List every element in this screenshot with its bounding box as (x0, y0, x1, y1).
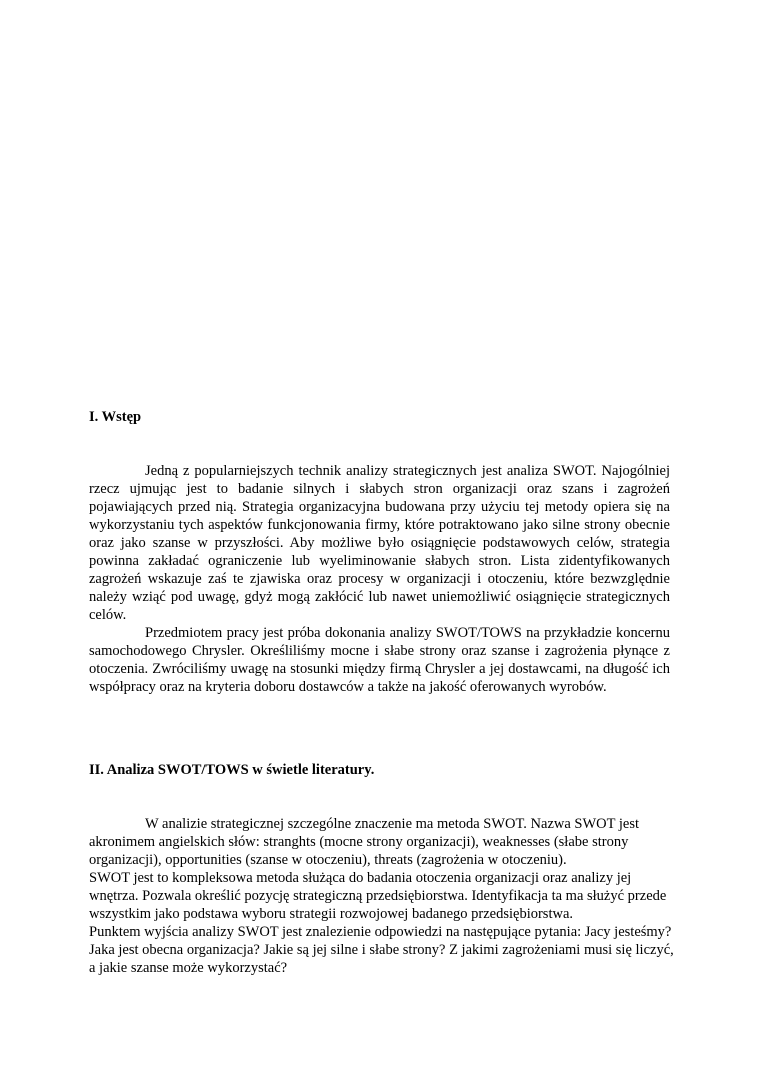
document-page (89, 0, 674, 1075)
paragraph: SWOT jest to kompleksowa metoda służąca do badania otoczenia organizacji oraz analizy jej wnętrza. Pozwala określić pozycję strategiczną przedsiębiorstwa. Identyfikacja ta ma służyć przede wszystkim jako podstawa wyboru strategii rozwojowej badanego przedsiębiorstwa. (89, 870, 667, 922)
paragraph: Jedną z popularniejszych technik analizy strategicznych jest analiza SWOT. Najogólniej rzecz ujmując jest to badanie silnych i słabych stron organizacji oraz szans i zagrożeń pojawiających przed nią. Strategia organizacyjna budowana przy użyciu tej metody opiera się na wykorzystaniu tych aspektów funkcjonowania firmy, które potraktowano jako silne strony obecnie oraz jako szanse w przyszłości. Aby możliwe było osiągnięcie podstawowych celów, strategia powinna zakładać ograniczenie lub wyeliminowanie słabych stron. Lista zidentyfikowanych zagrożeń wskazuje zaś te zjawiska oraz procesy w organizacji i otoczeniu, które bezwzględnie należy wziąć pod uwagę, gdyż mogą zakłócić lub nawet uniemożliwić osiągnięcie strategicznych celów. (89, 463, 670, 623)
section-heading-swot-literature: II. Analiza SWOT/TOWS w świetle literatury. (89, 762, 375, 778)
paragraph: Przedmiotem pracy jest próba dokonania analizy SWOT/TOWS na przykładzie koncernu samochodowego Chrysler. Określiliśmy mocne i słabe strony oraz szanse i zagrożenia płynące z otoczenia. Zwróciliśmy uwagę na stosunki między firmą Chrysler a jej dostawcami, na długość ich współpracy oraz na kryteria doboru dostawców a także na jakość oferowanych wyrobów. (89, 625, 670, 695)
paragraph: W analizie strategicznej szczególne znaczenie ma metoda SWOT. Nazwa SWOT jest akronimem angielskich słów: stranghts (mocne strony organizacji), weaknesses (słabe strony organizacji), opportunities (szanse w otoczeniu), threats (zagrożenia w otoczeniu). (89, 816, 639, 868)
section-heading-intro: I. Wstęp (89, 409, 142, 425)
section-body-intro (89, 462, 670, 696)
paragraph: Punktem wyjścia analizy SWOT jest znalezienie odpowiedzi na następujące pytania: Jacy jesteśmy? Jaka jest obecna organizacja? Jakie są jej silne i słabe strony? Z jakimi zagrożeniami musi się liczyć, a jakie szanse może wykorzystać? (89, 924, 674, 976)
section-body-swot-literature (89, 815, 674, 977)
